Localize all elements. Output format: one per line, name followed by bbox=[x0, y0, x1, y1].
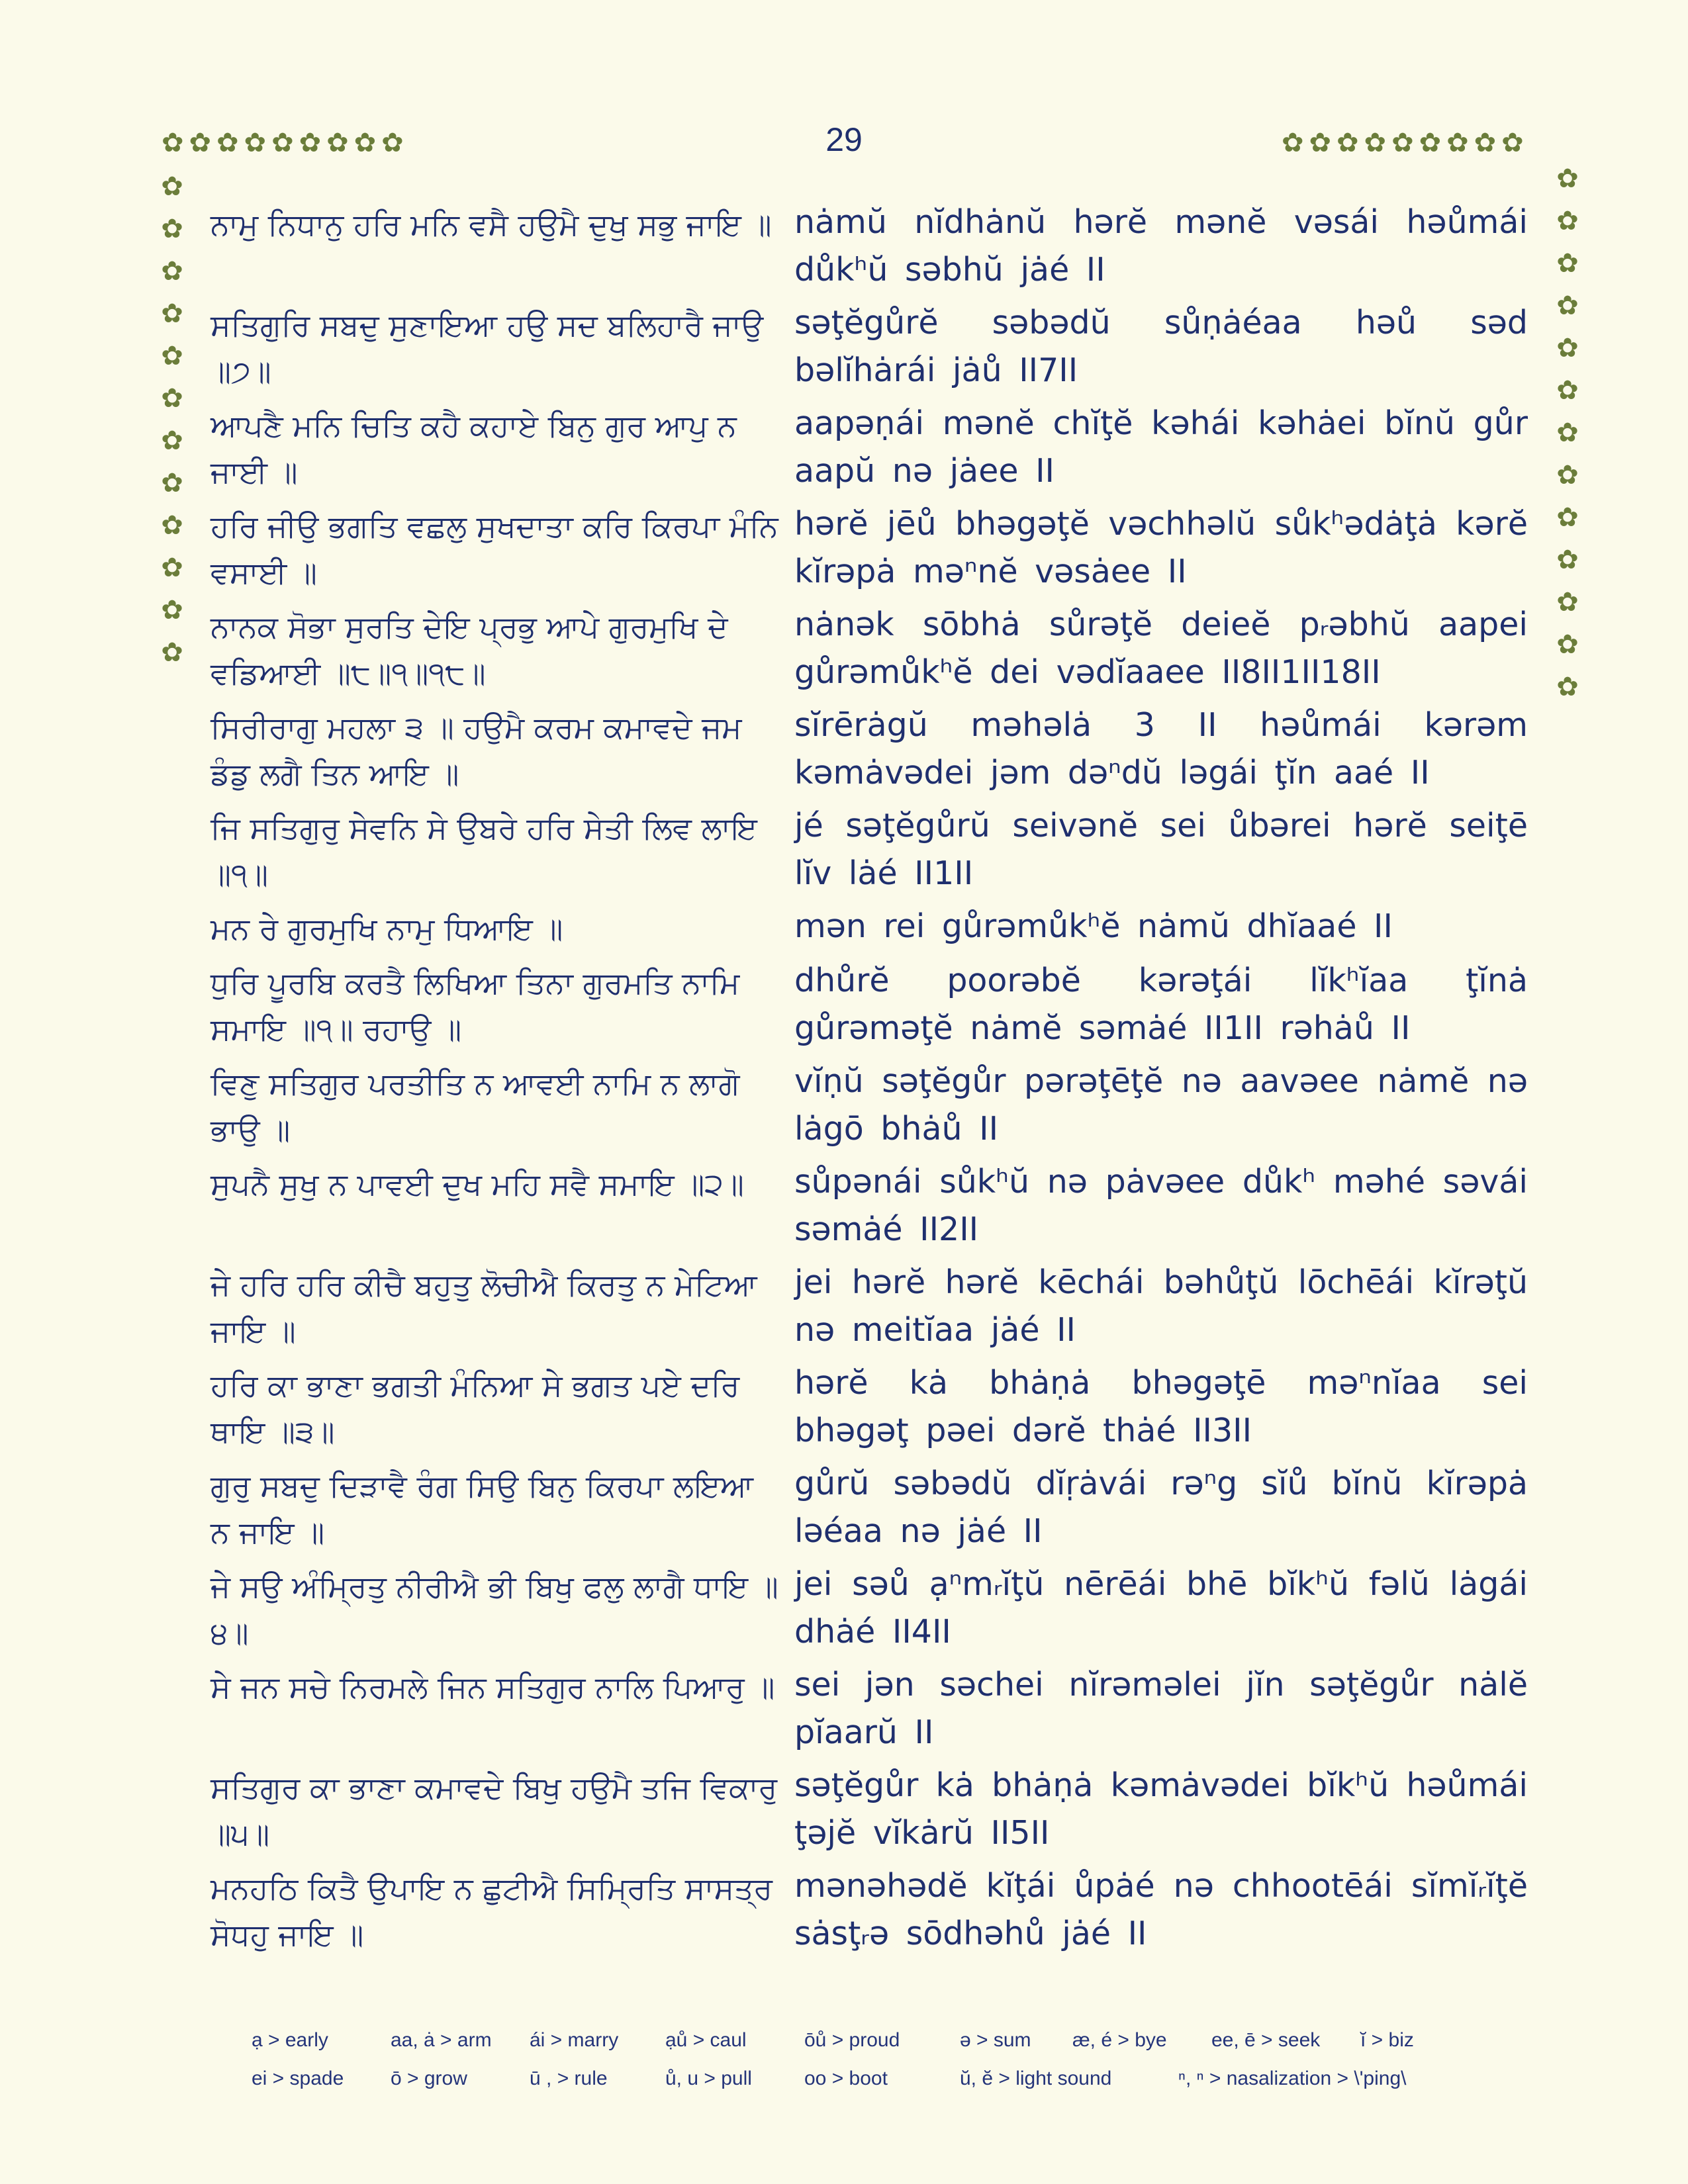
legend-item: ů, u > pull bbox=[665, 2068, 752, 2089]
verse-row bbox=[211, 1862, 1528, 1958]
gurmukhi-text: ਨਾਮੁ ਨਿਧਾਨੁ ਹਰਿ ਮਨਿ ਵਸੈ ਹਉਮੈ ਦੁਖੁ ਸਭੁ ਜਾਇ ॥ bbox=[211, 206, 772, 242]
legend-item: ạů > caul bbox=[665, 2029, 747, 2051]
gurmukhi-text: ਸੁਪਨੈ ਸੁਖੁ ਨ ਪਾਵਈ ਦੁਖ ਮਹਿ ਸਵੈ ਸਮਾਇ ॥੨॥ bbox=[211, 1166, 744, 1202]
gurmukhi-text: ਸੇ ਜਨ ਸਚੇ ਨਿਰਮਲੇ ਜਿਨ ਸਤਿਗੁਰ ਨਾਲਿ ਪਿਆਰੁ ॥ bbox=[211, 1669, 775, 1705]
flower-ornament-icon: ✿ bbox=[161, 214, 183, 244]
legend-item: ə > sum bbox=[960, 2029, 1031, 2051]
transliteration-text: dhůrĕ poorəbĕ kərəţái lĭkʰĭaa ţĭnȧ gůrəməţĕ nȧmĕ səmȧé II1II rəhȧů II bbox=[794, 962, 1528, 1047]
legend-item: ee, ē > seek bbox=[1211, 2029, 1321, 2051]
pronunciation-legend bbox=[252, 2029, 1509, 2106]
legend-item: ạ > early bbox=[252, 2029, 328, 2051]
gurmukhi-text: ਮਨ ਰੇ ਗੁਰਮੁਖਿ ਨਾਮੁ ਧਿਆਇ ॥ bbox=[211, 911, 563, 946]
gurmukhi-text: ਹਰਿ ਜੀਉ ਭਗਤਿ ਵਛਲੁ ਸੁਖਦਾਤਾ ਕਰਿ ਕਿਰਪਾ ਮੰਨਿ ਵਸਾਈ ॥ bbox=[211, 508, 778, 590]
flower-ornament-icon: ✿ bbox=[161, 468, 183, 498]
verse-row bbox=[211, 601, 1528, 696]
transliteration-text: jei səů ạⁿmᵣĭţŭ nērēái bhē bĭkʰŭ fəlŭ lȧgái dhȧé II4II bbox=[794, 1565, 1528, 1651]
transliteration-text: vĭṇŭ səţĕgůr pərəţēţĕ nə aavəee nȧmĕ nə lȧgō bhȧů II bbox=[794, 1062, 1528, 1148]
gurmukhi-text: ਹਰਿ ਕਾ ਭਾਣਾ ਭਗਤੀ ਮੰਨਿਆ ਸੇ ਭਗਤ ਪਏ ਦਰਿ ਥਾਇ ॥੩॥ bbox=[211, 1367, 740, 1449]
transliteration-text: sei jən səchei nĭrəməlei jĭn səţĕgůr nȧlĕ pĭaarŭ II bbox=[794, 1666, 1528, 1751]
legend-item: ĭ > biz bbox=[1360, 2029, 1414, 2051]
transliteration-text: aapəṇái mənĕ chĭţĕ kəhái kəhȧei bĭnŭ gůr aapŭ nə jȧee II bbox=[794, 404, 1528, 490]
gurmukhi-text: ਜੇ ਸਉ ਅੰਮ੍ਰਿਤੁ ਨੀਰੀਐ ਭੀ ਬਿਖੁ ਫਲੁ ਲਾਗੈ ਧਾਇ ॥੪॥ bbox=[211, 1569, 778, 1651]
transliteration-text: sĭrērȧgŭ məhəlȧ 3 II həůmái kərəm kəmȧvədei jəm dəⁿdŭ ləgái ţĭn aaé II bbox=[794, 706, 1528, 792]
gurmukhi-text: ਨਾਨਕ ਸੋਭਾ ਸੁਰਤਿ ਦੇਇ ਪ੍ਰਭੁ ਆਪੇ ਗੁਰਮੁਖਿ ਦੇ ਵਡਿਆਈ ॥੮॥੧॥੧੮॥ bbox=[211, 609, 728, 691]
flower-ornament-icon: ✿ bbox=[1556, 502, 1579, 533]
gurmukhi-text: ਸਤਿਗੁਰ ਕਾ ਭਾਣਾ ਕਮਾਵਦੇ ਬਿਖੁ ਹਉਮੈ ਤਜਿ ਵਿਕਾਰੁ ॥੫॥ bbox=[211, 1770, 778, 1852]
transliteration-text: jé səţĕgůrŭ seivənĕ sei ůbərei hərĕ seiţē lĭv lȧé II1II bbox=[794, 807, 1528, 892]
legend-item: ŭ, ĕ > light sound bbox=[960, 2068, 1112, 2089]
flower-ornament-icon: ✿ bbox=[1556, 291, 1579, 321]
verse-row bbox=[211, 1460, 1528, 1555]
flower-ornament-icon: ✿ bbox=[1556, 375, 1579, 406]
flower-ornament-icon: ✿ bbox=[1556, 418, 1579, 448]
transliteration-text: jei hərĕ hərĕ kēchái bəhůţŭ lōchēái kĭrəţŭ nə meitĭaa jȧé II bbox=[794, 1263, 1528, 1349]
gurmukhi-text: ਵਿਣੁ ਸਤਿਗੁਰ ਪਰਤੀਤਿ ਨ ਆਵਈ ਨਾਮਿ ਨ ਲਾਗੋ ਭਾਉ ॥ bbox=[211, 1066, 740, 1148]
legend-item: aa, ȧ > arm bbox=[391, 2029, 492, 2051]
transliteration-text: nȧmŭ nĭdhȧnŭ hərĕ mənĕ vəsái həůmái důkʰŭ səbhŭ jȧé II bbox=[794, 203, 1528, 289]
verse-row bbox=[211, 1259, 1528, 1354]
gurmukhi-text: ਜਿ ਸਤਿਗੁਰੁ ਸੇਵਨਿ ਸੇ ਉਬਰੇ ਹਰਿ ਸੇਤੀ ਲਿਵ ਲਾਇ ॥੧॥ bbox=[211, 810, 757, 892]
transliteration-text: gůrŭ səbədŭ dĭṛȧvái rəⁿg sĭů bĭnŭ kĭrəpȧ ləéaa nə jȧé II bbox=[794, 1465, 1528, 1550]
legend-item: ei > spade bbox=[252, 2068, 344, 2089]
gurmukhi-text: ਜੇ ਹਰਿ ਹਰਿ ਕੀਚੈ ਬਹੁਤੁ ਲੋਚੀਐ ਕਿਰਤੁ ਨ ਮੇਟਿਆ ਜਾਇ ॥ bbox=[211, 1267, 757, 1349]
flower-ornament-icon: ✿ bbox=[1556, 163, 1579, 194]
right-flower-border bbox=[1553, 165, 1582, 716]
legend-row bbox=[252, 2068, 1509, 2106]
flower-ornament-icon: ✿ bbox=[161, 510, 183, 541]
legend-item: ái > marry bbox=[530, 2029, 619, 2051]
flower-ornament-icon: ✿ bbox=[1556, 333, 1579, 363]
verse-row bbox=[211, 702, 1528, 797]
flower-ornament-icon: ✿ bbox=[1556, 248, 1579, 279]
transliteration-text: səţĕgůr kȧ bhȧṇȧ kəmȧvədei bĭkʰŭ həůmái ţəjĕ vĭkȧrŭ II5II bbox=[794, 1766, 1528, 1852]
legend-item: ō > grow bbox=[391, 2068, 467, 2089]
verse-row bbox=[211, 500, 1528, 596]
verse-row bbox=[211, 802, 1528, 897]
flower-ornament-icon: ✿ bbox=[161, 637, 183, 668]
legend-item: ōů > proud bbox=[804, 2029, 900, 2051]
transliteration-text: səţĕgůrĕ səbədŭ sůṇȧéaa həů səd bəlĭhȧrái jȧů II7II bbox=[794, 304, 1528, 389]
gurmukhi-text: ਧੁਰਿ ਪੂਰਬਿ ਕਰਤੈ ਲਿਖਿਆ ਤਿਨਾ ਗੁਰਮਤਿ ਨਾਮਿ ਸਮਾਇ ॥੧॥ ਰਹਾਉ ॥ bbox=[211, 965, 740, 1047]
page-number: 29 bbox=[825, 121, 863, 158]
verse-row bbox=[211, 903, 1528, 952]
gurmukhi-text: ਗੁਰੁ ਸਬਦੁ ਦਿੜਾਵੈ ਰੰਗ ਸਿਉ ਬਿਨੁ ਕਿਰਪਾ ਲਇਆ ਨ ਜਾਇ ॥ bbox=[211, 1468, 754, 1550]
gurmukhi-text: ਆਪਣੈ ਮਨਿ ਚਿਤਿ ਕਹੈ ਕਹਾਏ ਬਿਨੁ ਗੁਰ ਆਪੁ ਨ ਜਾਈ ॥ bbox=[211, 408, 737, 490]
transliteration-text: sůpənái sůkʰŭ nə pȧvəee důkʰ məhé səvái səmȧé II2II bbox=[794, 1163, 1528, 1248]
transliteration-text: hərĕ kȧ bhȧṇȧ bhəgəţē məⁿnĭaa sei bhəgəţ pəei dərĕ thȧé II3II bbox=[794, 1364, 1528, 1449]
legend-row bbox=[252, 2029, 1509, 2068]
flower-ornament-icon: ✿✿✿✿✿✿✿✿✿ bbox=[1282, 128, 1529, 158]
verse-row bbox=[211, 1058, 1528, 1153]
verse-row bbox=[211, 299, 1528, 394]
left-flower-border bbox=[158, 173, 187, 682]
flower-ornament-icon: ✿ bbox=[161, 171, 183, 202]
flower-ornament-icon: ✿ bbox=[1556, 460, 1579, 490]
flower-ornament-icon: ✿ bbox=[161, 341, 183, 371]
flower-ornament-icon: ✿ bbox=[1556, 587, 1579, 617]
verse-row bbox=[211, 199, 1528, 294]
gurmukhi-text: ਸਤਿਗੁਰਿ ਸਬਦੁ ਸੁਣਾਇਆ ਹਉ ਸਦ ਬਲਿਹਾਰੈ ਜਾਉ ॥੭॥ bbox=[211, 307, 764, 389]
gurmukhi-text: ਮਨਹਠਿ ਕਿਤੈ ਉਪਾਇ ਨ ਛੁਟੀਐ ਸਿਮ੍ਰਿਤਿ ਸਾਸਤ੍ਰ ਸੋਧਹੁ ਜਾਇ ॥ bbox=[211, 1870, 773, 1952]
verse-row bbox=[211, 1158, 1528, 1253]
flower-ornament-icon: ✿ bbox=[161, 383, 183, 414]
flower-ornament-icon: ✿ bbox=[1556, 545, 1579, 575]
flower-ornament-icon: ✿ bbox=[161, 298, 183, 329]
verse-row bbox=[211, 957, 1528, 1052]
flower-ornament-icon: ✿ bbox=[1556, 629, 1579, 660]
verse-row bbox=[211, 1661, 1528, 1756]
flower-ornament-icon: ✿ bbox=[161, 595, 183, 625]
transliteration-text: mənəhədĕ kĭţái ůpȧé nə chhootēái sĭmĭᵣĭţĕ sȧsţᵣə sōdhəhů jȧé II bbox=[794, 1867, 1528, 1952]
legend-item: oo > boot bbox=[804, 2068, 888, 2089]
flower-ornament-icon: ✿✿✿✿✿✿✿✿✿ bbox=[162, 128, 409, 158]
gurmukhi-text: ਸਿਰੀਰਾਗੁ ਮਹਲਾ ੩ ॥ ਹਉਮੈ ਕਰਮ ਕਮਾਵਦੇ ਜਮ ਡੰਡੁ ਲਗੈ ਤਿਨ ਆਇ ॥ bbox=[211, 709, 742, 792]
flower-ornament-icon: ✿ bbox=[1556, 206, 1579, 236]
legend-item: æ, é > bye bbox=[1072, 2029, 1167, 2051]
flower-ornament-icon: ✿ bbox=[1556, 672, 1579, 702]
verse-list bbox=[211, 199, 1528, 1963]
legend-item: ⁿ, ⁿ > nasalization > \'ping\ bbox=[1178, 2068, 1407, 2089]
transliteration-text: hərĕ jēů bhəgəţĕ vəchhəlŭ sůkʰədȧţȧ kərĕ kĭrəpȧ məⁿnĕ vəsȧee II bbox=[794, 505, 1528, 590]
flower-ornament-icon: ✿ bbox=[161, 256, 183, 287]
transliteration-text: mən rei gůrəmůkʰĕ nȧmŭ dhĭaaé II bbox=[794, 907, 1393, 945]
flower-ornament-icon: ✿ bbox=[161, 553, 183, 583]
transliteration-text: nȧnək sōbhȧ sůrəţĕ deieĕ pᵣəbhŭ aapei gůrəmůkʰĕ dei vədĭaaee II8II1II18II bbox=[794, 606, 1528, 691]
verse-row bbox=[211, 400, 1528, 495]
legend-item: ū , > rule bbox=[530, 2068, 608, 2089]
verse-row bbox=[211, 1359, 1528, 1455]
verse-row bbox=[211, 1762, 1528, 1857]
flower-ornament-icon: ✿ bbox=[161, 426, 183, 456]
verse-row bbox=[211, 1561, 1528, 1656]
